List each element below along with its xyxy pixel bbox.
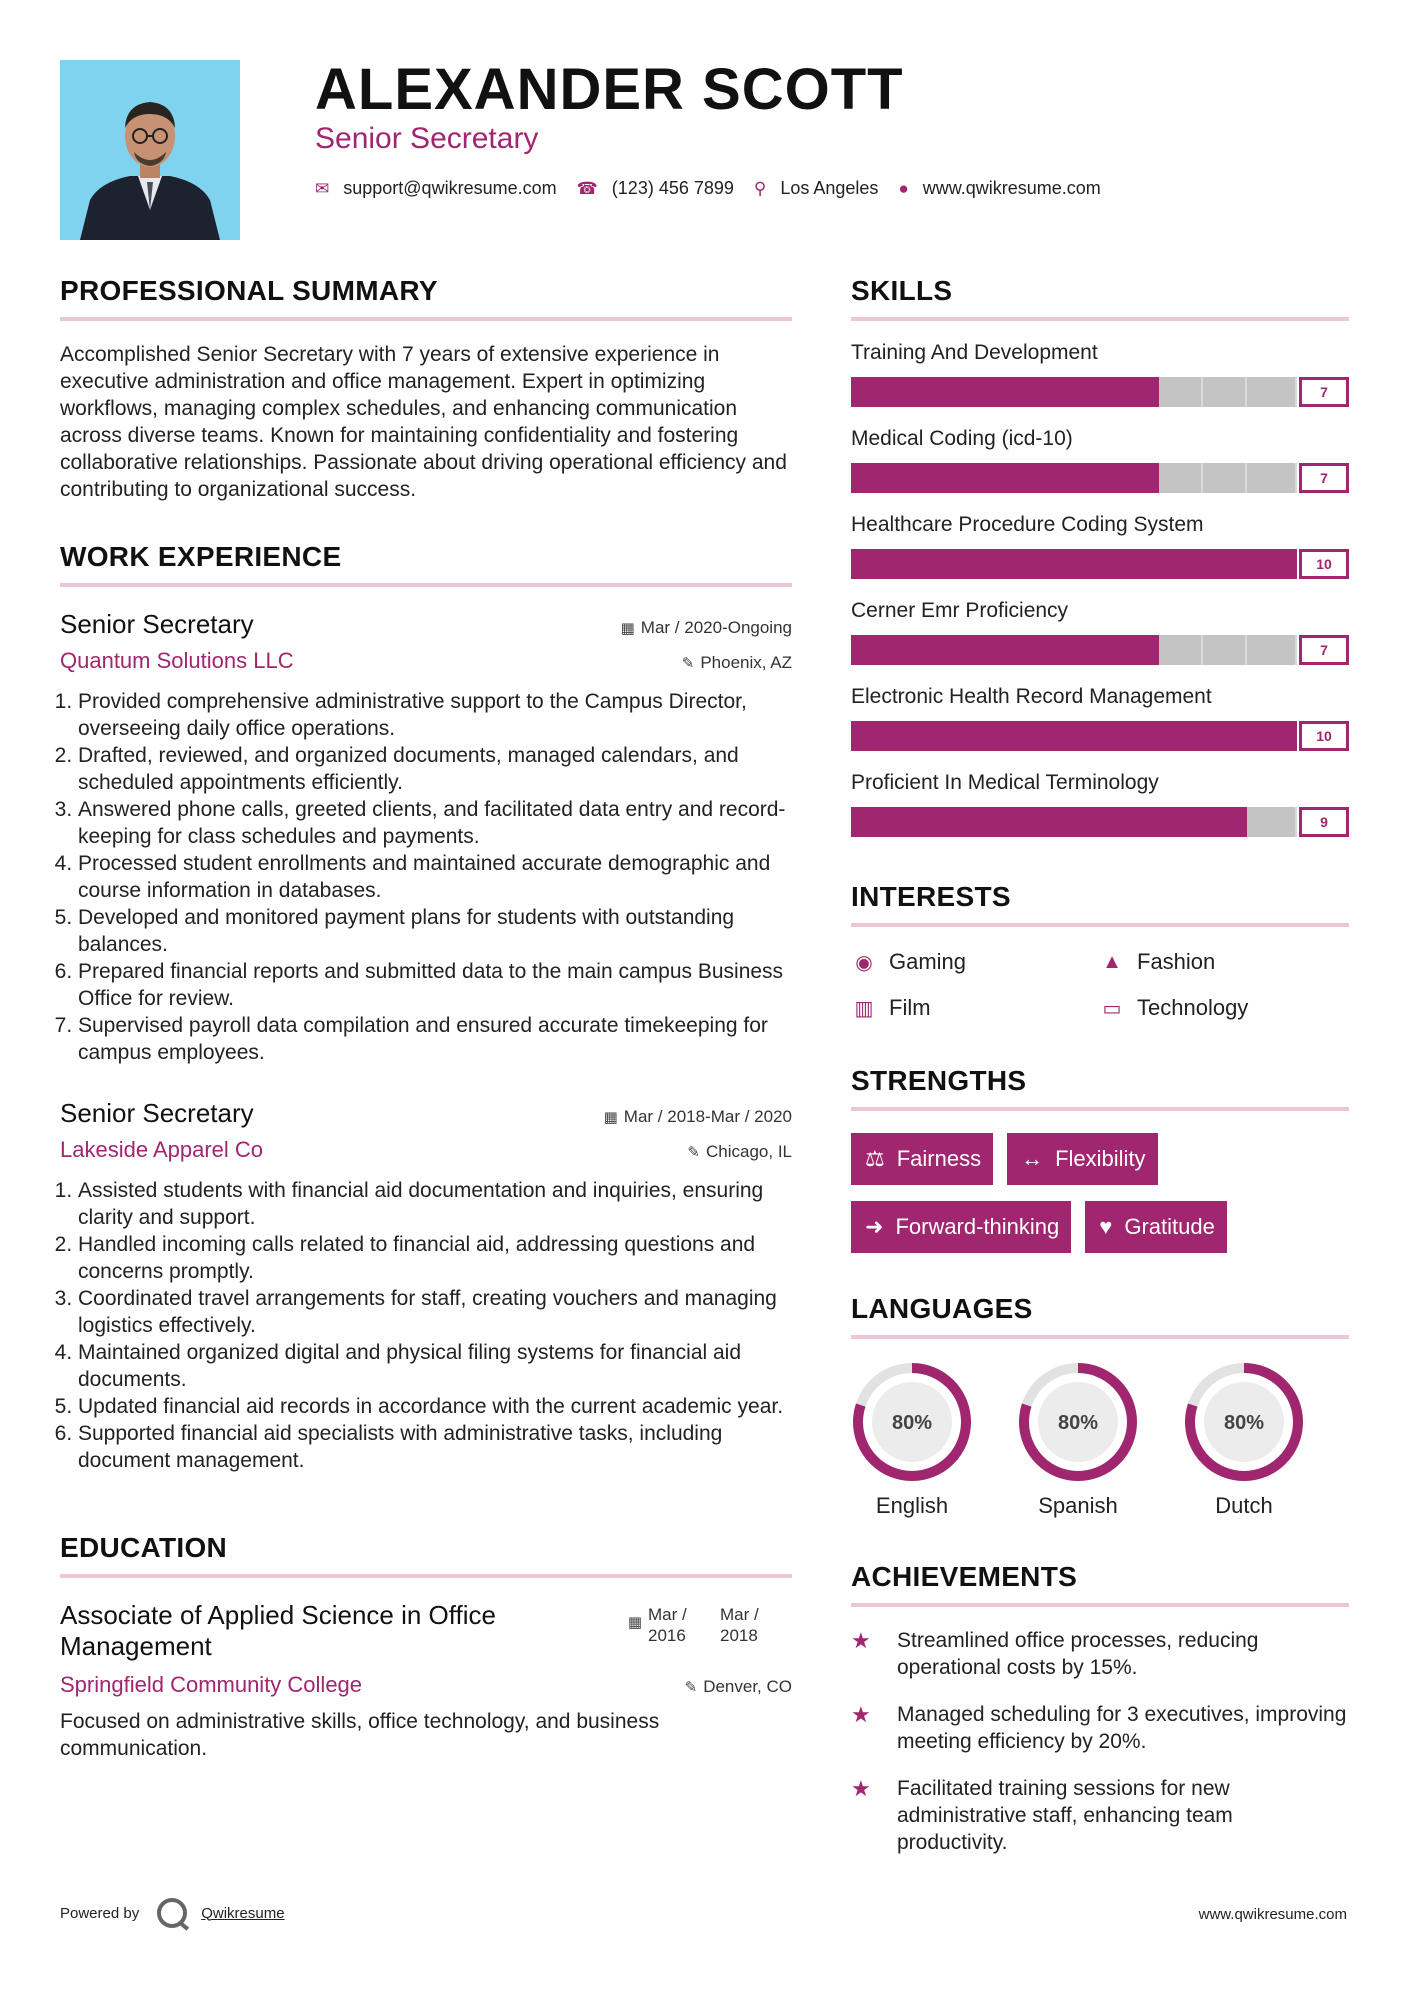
summary-heading: PROFESSIONAL SUMMARY: [60, 275, 792, 321]
job-company: Quantum Solutions LLC: [60, 648, 294, 673]
interest-label: Film: [889, 995, 931, 1020]
achievement-text: Facilitated training sessions for new administrative staff, enhancing team productivity.: [897, 1777, 1233, 1854]
skill-level: 9: [1299, 807, 1349, 837]
education-school: Springfield Community College: [60, 1672, 363, 1697]
education-entry: [60, 1600, 792, 1662]
interest-item: [851, 995, 1099, 1021]
contact-bar: [315, 178, 1121, 199]
star-icon: ★: [851, 1776, 871, 1801]
languages-heading: LANGUAGES: [851, 1293, 1349, 1339]
qwikresume-logo-icon: [157, 1898, 187, 1928]
language-percent: 80%: [891, 1412, 933, 1434]
achievement-text: Managed scheduling for 3 executives, improving meeting efficiency by 20%.: [897, 1703, 1347, 1753]
job-company: Lakeside Apparel Co: [60, 1137, 264, 1162]
skill-bar: [851, 377, 1349, 407]
skill-bar-segment: [895, 549, 939, 579]
language-ring: [1017, 1361, 1139, 1483]
skill-level: 10: [1299, 721, 1349, 751]
heart-icon: ♥: [1099, 1214, 1113, 1239]
skill-bar-segment: [1027, 721, 1071, 751]
edu-end-month: Mar /: [720, 1605, 759, 1624]
skill-bar-segment: [983, 463, 1027, 493]
strength-badge: [1007, 1133, 1157, 1185]
achievements-list: [851, 1627, 1349, 1856]
skill-level: 7: [1299, 377, 1349, 407]
language-name: English: [875, 1493, 949, 1518]
right-column: [851, 275, 1349, 1856]
achievements-heading: ACHIEVEMENTS: [851, 1561, 1349, 1607]
education-dates: [628, 1604, 792, 1662]
skill-bar-segment: [1027, 549, 1071, 579]
candidate-title: Senior Secretary: [315, 122, 539, 155]
duty-item: 4. Maintained organized digital and physical filing systems for financial aid documents.: [78, 1339, 792, 1393]
skill-item: [851, 771, 1349, 837]
education-location: Denver, CO: [703, 1677, 792, 1696]
skill-bar-segment: [1247, 635, 1297, 665]
language-percent: 80%: [1223, 1412, 1265, 1434]
pushpin-icon: ✎: [687, 1144, 700, 1161]
education-description: Focused on administrative skills, office technology, and business communication.: [60, 1710, 660, 1760]
strengths-list: [851, 1133, 1349, 1269]
pushpin-icon: ✎: [681, 655, 695, 672]
skill-bar-segment: [939, 807, 983, 837]
skill-bar-segment: [895, 635, 939, 665]
arrows-horizontal-icon: ↔: [1021, 1146, 1044, 1171]
education-degree: Associate of Applied Science in Office Management: [60, 1600, 496, 1661]
contact-location: [754, 178, 879, 199]
experience-heading: WORK EXPERIENCE: [60, 541, 792, 587]
skill-bar-segment: [895, 807, 939, 837]
skill-item: [851, 427, 1349, 493]
duty-item: 2. Handled incoming calls related to financial aid, addressing questions and concerns promptly.: [78, 1231, 792, 1285]
education-heading: EDUCATION: [60, 1532, 792, 1578]
location-text: Los Angeles: [780, 178, 879, 198]
language-name: Spanish: [1038, 1493, 1118, 1518]
skill-bar-segment: [1071, 463, 1115, 493]
skill-item: [851, 599, 1349, 665]
contact-phone[interactable]: [577, 178, 734, 199]
calendar-icon: ▦: [603, 1109, 618, 1126]
skill-bar-segment: [895, 721, 939, 751]
skill-bar-segment: [1027, 463, 1071, 493]
skill-bar-segment: [1159, 807, 1203, 837]
calendar-icon: ▦: [620, 620, 635, 637]
skill-bar-segment: [1247, 463, 1297, 493]
language-item: [1017, 1361, 1139, 1519]
interest-item: [1099, 995, 1349, 1021]
skills-heading: SKILLS: [851, 275, 1349, 321]
envelope-icon: ✉: [315, 178, 330, 198]
skill-bar-segment: [1071, 721, 1115, 751]
skill-bar: [851, 807, 1349, 837]
language-percent: 80%: [1057, 1412, 1099, 1434]
skill-name: Electronic Health Record Management: [851, 685, 1212, 708]
job-role: Senior Secretary: [60, 1098, 254, 1128]
skill-bar-segment: [851, 635, 895, 665]
pushpin-icon: ✎: [684, 1679, 698, 1696]
skill-bar-segment: [939, 635, 983, 665]
profile-photo: [60, 60, 240, 240]
bag-icon: ▲: [1102, 950, 1122, 973]
interest-item: [851, 949, 1099, 975]
duty-item: 3. Answered phone calls, greeted clients, and facilitated data entry and record-keeping for class schedules and payments.: [78, 796, 792, 850]
duty-item: 6. Supported financial aid specialists with administrative tasks, including document management.: [78, 1420, 792, 1474]
skill-bar-segment: [983, 635, 1027, 665]
skill-bar-segment: [939, 549, 983, 579]
skill-bar-segment: [851, 807, 895, 837]
left-column: [60, 275, 792, 1762]
interest-label: Gaming: [889, 949, 967, 974]
edu-end-year: 2018: [720, 1626, 758, 1645]
contact-email[interactable]: [315, 178, 557, 199]
arrow-right-icon: ➜: [865, 1214, 884, 1239]
duty-item: 6. Prepared financial reports and submitted data to the main campus Business Office for review.: [78, 958, 792, 1012]
strength-label: Fairness: [896, 1146, 982, 1171]
skill-bar-segment: [983, 807, 1027, 837]
strength-label: Flexibility: [1055, 1146, 1146, 1171]
skill-bar-segment: [1247, 377, 1297, 407]
achievement-item: [851, 1627, 1349, 1681]
job-role: Senior Secretary: [60, 609, 254, 639]
skill-bar-segment: [1115, 549, 1159, 579]
language-name: Dutch: [1215, 1493, 1273, 1518]
duty-item: 5. Updated financial aid records in accordance with the current academic year.: [78, 1393, 792, 1420]
language-ring: [851, 1361, 973, 1483]
skill-bar-segment: [851, 463, 895, 493]
duty-item: 1. Assisted students with financial aid documentation and inquiries, ensuring clarity and support.: [78, 1177, 792, 1231]
strength-label: Gratitude: [1124, 1214, 1215, 1239]
email-text: support@qwikresume.com: [343, 178, 557, 198]
footer-powered: [60, 1898, 285, 1928]
duty-item: 2. Drafted, reviewed, and organized documents, managed calendars, and scheduled appointments efficiently.: [78, 742, 792, 796]
interest-item: [1099, 949, 1349, 975]
skill-bar-segment: [851, 377, 895, 407]
languages-list: [851, 1361, 1349, 1519]
duty-item: 1. Provided comprehensive administrative support to the Campus Director, overseeing daily office operations.: [78, 688, 792, 742]
skill-bar-segment: [1027, 377, 1071, 407]
skill-bar-segment: [1159, 377, 1203, 407]
job-date: Mar / 2020-Ongoing: [640, 618, 792, 637]
strength-badge: [1085, 1201, 1227, 1253]
job-entry: [60, 609, 792, 1066]
edu-start-month: Mar /: [648, 1605, 687, 1624]
skill-bar-segment: [895, 377, 939, 407]
phone-icon: ☎: [576, 178, 598, 198]
balance-scale-icon: ⚖: [865, 1146, 885, 1171]
footer-website[interactable]: www.qwikresume.com: [1198, 1906, 1347, 1923]
skill-name: Training And Development: [851, 341, 1098, 364]
person-illustration: [60, 60, 240, 240]
achievement-item: [851, 1701, 1349, 1755]
star-icon: ★: [851, 1702, 871, 1727]
gamepad-icon: ◉: [855, 951, 873, 974]
duty-item: 5. Developed and monitored payment plans for students with outstanding balances.: [78, 904, 792, 958]
website-text: www.qwikresume.com: [922, 178, 1101, 198]
skill-bar-segment: [1203, 635, 1247, 665]
skill-bar-segment: [1159, 635, 1203, 665]
strengths-heading: STRENGTHS: [851, 1065, 1349, 1111]
calendar-icon: ▦: [627, 1614, 642, 1631]
job-location: Chicago, IL: [706, 1142, 792, 1161]
film-icon: ▥: [854, 997, 874, 1020]
skill-bar-segment: [1203, 721, 1247, 751]
skill-name: Healthcare Procedure Coding System: [851, 513, 1204, 536]
skill-bar-segment: [851, 549, 895, 579]
skill-bar-segment: [939, 721, 983, 751]
strength-badge: [851, 1133, 993, 1185]
laptop-icon: ▭: [1102, 997, 1122, 1020]
duty-item: 7. Supervised payroll data compilation and ensured accurate timekeeping for campus employees.: [78, 1012, 792, 1066]
skill-bar-segment: [1071, 549, 1115, 579]
skill-bar-segment: [1071, 807, 1115, 837]
map-pin-icon: ⚲: [753, 178, 767, 198]
skill-item: [851, 685, 1349, 751]
skill-name: Medical Coding (icd-10): [851, 427, 1073, 450]
skill-bar-segment: [895, 463, 939, 493]
skill-bar-segment: [1027, 807, 1071, 837]
skill-bar-segment: [1027, 635, 1071, 665]
skills-list: [851, 341, 1349, 837]
edu-start-year: 2016: [648, 1626, 686, 1645]
skill-bar-segment: [983, 721, 1027, 751]
achievement-text: Streamlined office processes, reducing operational costs by 15%.: [897, 1629, 1259, 1679]
skill-bar-segment: [1115, 463, 1159, 493]
skill-bar-segment: [983, 377, 1027, 407]
skill-bar-segment: [1115, 721, 1159, 751]
duty-item: 3. Coordinated travel arrangements for staff, creating vouchers and managing logistics effectively.: [78, 1285, 792, 1339]
skill-bar-segment: [1247, 807, 1297, 837]
summary-text: Accomplished Senior Secretary with 7 years of extensive experience in executive administration and office management. Expert in optimizing workflows, managing complex schedules, and enhancing communication across diverse teams. Known for maintaining confidentiality and fostering collaborative relationships. Passionate about driving operational efficiency and contributing to organizational success.: [60, 343, 787, 501]
qwikresume-link[interactable]: Qwikresume: [201, 1904, 285, 1922]
contact-website[interactable]: [898, 178, 1100, 199]
skill-bar: [851, 463, 1349, 493]
skill-bar: [851, 635, 1349, 665]
skill-bar-segment: [1159, 463, 1203, 493]
skill-bar-segment: [1203, 377, 1247, 407]
skill-bar-segment: [983, 549, 1027, 579]
skill-bar-segment: [939, 377, 983, 407]
skill-bar-segment: [1115, 377, 1159, 407]
powered-by-text: Powered by: [60, 1904, 140, 1922]
skill-bar-segment: [1203, 463, 1247, 493]
skill-bar-segment: [1203, 807, 1247, 837]
interest-label: Technology: [1137, 995, 1249, 1020]
skill-bar-segment: [1071, 635, 1115, 665]
strength-label: Forward-thinking: [895, 1214, 1060, 1239]
candidate-name: ALEXANDER SCOTT: [315, 57, 904, 122]
skill-item: [851, 513, 1349, 579]
strength-badge: [851, 1201, 1071, 1253]
language-ring: [1183, 1361, 1305, 1483]
skill-bar-segment: [1159, 721, 1203, 751]
skill-bar-segment: [1159, 549, 1203, 579]
skill-bar-segment: [939, 463, 983, 493]
interest-label: Fashion: [1137, 949, 1216, 974]
job-entry: [60, 1098, 792, 1474]
skill-item: [851, 341, 1349, 407]
skill-bar-segment: [1071, 377, 1115, 407]
skill-bar-segment: [1115, 635, 1159, 665]
job-date: Mar / 2018-Mar / 2020: [623, 1107, 792, 1126]
phone-text: (123) 456 7899: [611, 178, 734, 198]
achievement-item: [851, 1775, 1349, 1856]
skill-bar: [851, 549, 1349, 579]
skill-bar: [851, 721, 1349, 751]
skill-level: 7: [1299, 635, 1349, 665]
job-location: Phoenix, AZ: [700, 653, 792, 672]
job-duties: [60, 1177, 792, 1474]
job-duties: [60, 688, 792, 1066]
skill-bar-segment: [1247, 549, 1297, 579]
globe-icon: ●: [898, 178, 909, 198]
interests-heading: INTERESTS: [851, 881, 1349, 927]
skill-name: Proficient In Medical Terminology: [851, 771, 1159, 794]
skill-level: 10: [1299, 549, 1349, 579]
star-icon: ★: [851, 1628, 871, 1653]
skill-bar-segment: [1203, 549, 1247, 579]
interests-list: [851, 949, 1349, 1021]
skill-bar-segment: [851, 721, 895, 751]
skill-level: 7: [1299, 463, 1349, 493]
language-item: [1183, 1361, 1305, 1519]
skill-bar-segment: [1115, 807, 1159, 837]
language-item: [851, 1361, 973, 1519]
duty-item: 4. Processed student enrollments and maintained accurate demographic and course information in databases.: [78, 850, 792, 904]
skill-bar-segment: [1247, 721, 1297, 751]
skill-name: Cerner Emr Proficiency: [851, 599, 1069, 622]
